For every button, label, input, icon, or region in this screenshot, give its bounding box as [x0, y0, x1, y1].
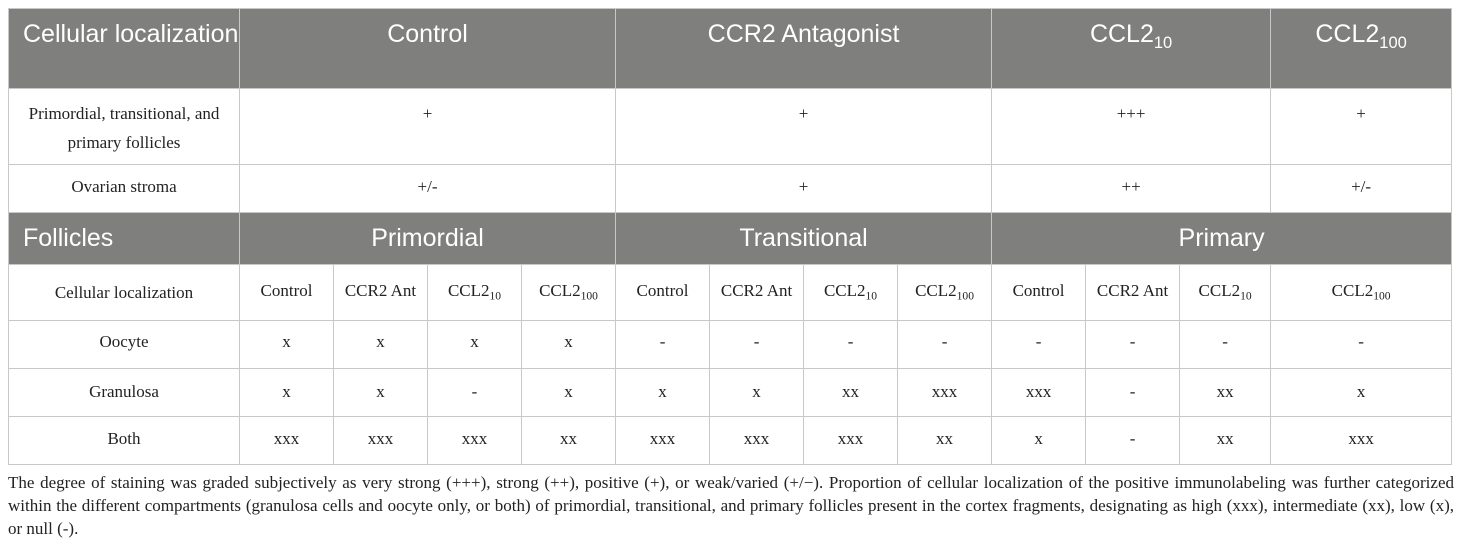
header-follicles: Follicles [9, 213, 240, 265]
subheader-cell: $CCL2_{10}$ [428, 265, 522, 321]
cell-value: +/- [1271, 165, 1452, 213]
cell-value: - [1086, 417, 1180, 465]
header-ccl2-10: $CCL2_{10}$ [992, 9, 1271, 89]
cell-value: xx [1180, 417, 1271, 465]
cell-value: x [240, 321, 334, 369]
cell-value: xxx [334, 417, 428, 465]
cell-value: - [898, 321, 992, 369]
cell-value: x [992, 417, 1086, 465]
cell-value: xxx [992, 369, 1086, 417]
cell-value: x [428, 321, 522, 369]
cell-value: + [240, 89, 616, 165]
cell-value: - [1271, 321, 1452, 369]
subheader-cell: $CCL2_{100}$ [522, 265, 616, 321]
cell-value: - [710, 321, 804, 369]
cell-value: xx [522, 417, 616, 465]
row-label: Oocyte [9, 321, 240, 369]
cell-value: x [522, 369, 616, 417]
row-label: Both [9, 417, 240, 465]
cell-value: xxx [616, 417, 710, 465]
cell-value: ++ [992, 165, 1271, 213]
cell-value: +/- [240, 165, 616, 213]
cell-value: xxx [898, 369, 992, 417]
cell-value: xxx [240, 417, 334, 465]
header-row-follicles [9, 213, 1452, 265]
cell-value: xxx [710, 417, 804, 465]
cell-value: + [1271, 89, 1452, 165]
cell-value: - [992, 321, 1086, 369]
subheader-cell: $CCL2_{100}$ [898, 265, 992, 321]
subheader-row [9, 265, 1452, 321]
cell-value: xx [1180, 369, 1271, 417]
header-ccl2-100: $CCL2_{100}$ [1271, 9, 1452, 89]
cell-value: - [616, 321, 710, 369]
header-cellular-localization: Cellular localization [9, 9, 240, 89]
cell-value: xxx [1271, 417, 1452, 465]
cell-value: xx [898, 417, 992, 465]
cell-value: x [1271, 369, 1452, 417]
stain-row [9, 165, 1452, 213]
header-ccr2-antagonist: CCR2 Antagonist [616, 9, 992, 89]
cell-value: - [804, 321, 898, 369]
cell-value: x [240, 369, 334, 417]
subheader-cell: $CCL2_{10}$ [804, 265, 898, 321]
row-label: Cellular localization [9, 265, 240, 321]
header-control: Control [240, 9, 616, 89]
cell-value: x [334, 369, 428, 417]
stain-row [9, 89, 1452, 165]
header-primordial: Primordial [240, 213, 616, 265]
header-primary: Primary [992, 213, 1452, 265]
subheader-cell: Control [240, 265, 334, 321]
cell-value: xx [804, 369, 898, 417]
results-table [8, 8, 1452, 465]
cell-value: x [710, 369, 804, 417]
subheader-cell: $CCL2_{100}$ [1271, 265, 1452, 321]
cell-value: + [616, 89, 992, 165]
cell-value: x [522, 321, 616, 369]
subheader-cell: $CCL2_{10}$ [1180, 265, 1271, 321]
cell-value: +++ [992, 89, 1271, 165]
subheader-cell: CCR2 Ant [1086, 265, 1180, 321]
row-label: Primordial, transitional, and primary follicles [9, 89, 240, 165]
subheader-cell: Control [616, 265, 710, 321]
subheader-cell: Control [992, 265, 1086, 321]
cell-value: xxx [804, 417, 898, 465]
cell-value: + [616, 165, 992, 213]
row-label: Ovarian stroma [9, 165, 240, 213]
cell-value: - [1086, 369, 1180, 417]
table-row-granulosa [9, 369, 1452, 417]
header-transitional: Transitional [616, 213, 992, 265]
cell-value: - [428, 369, 522, 417]
cell-value: x [616, 369, 710, 417]
table-row-both [9, 417, 1452, 465]
header-row-treatment [9, 9, 1452, 89]
cell-value: xxx [428, 417, 522, 465]
subheader-cell: CCR2 Ant [710, 265, 804, 321]
cell-value: - [1180, 321, 1271, 369]
row-label: Granulosa [9, 369, 240, 417]
cell-value: - [1086, 321, 1180, 369]
table-row-oocyte [9, 321, 1452, 369]
cell-value: x [334, 321, 428, 369]
subheader-cell: CCR2 Ant [334, 265, 428, 321]
table-footnote: The degree of staining was graded subjectively as very strong (+++), strong (++), positive (+), or weak/varied (+/−). Proportion of cellular localization of the positive immunolabeling was further categorized within the different compartments (granulosa cells and oocyte only, or both) of primordial, transitional, and primary follicles present in the cortex fragments, designating as high (xxx), intermediate (xx), low (x), or null (-). [8, 473, 1454, 538]
